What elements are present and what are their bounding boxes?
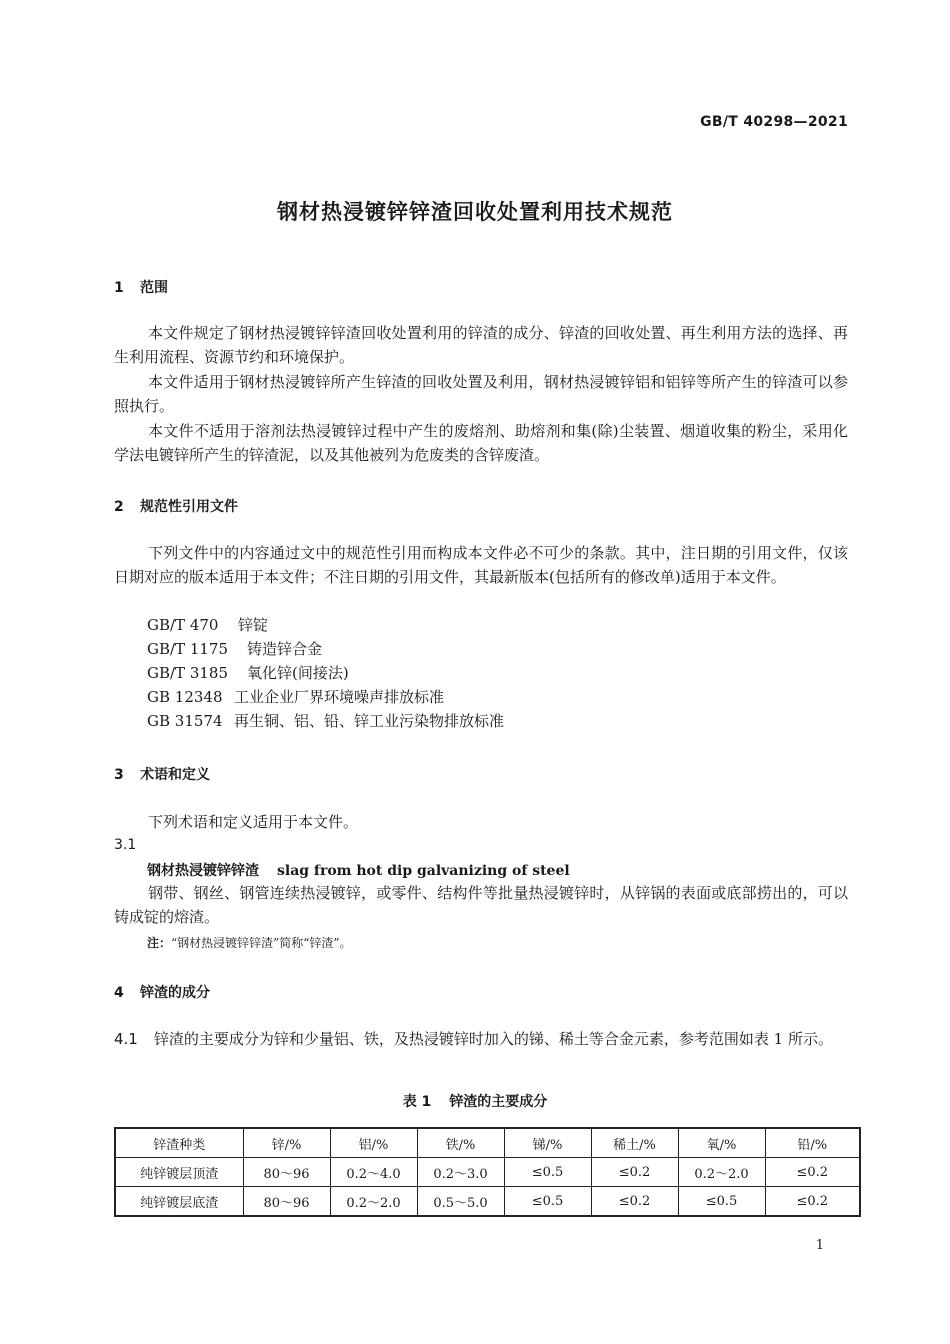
section-number: 3 — [114, 767, 124, 783]
term-chinese: 钢材热浸镀锌锌渣 — [147, 863, 259, 879]
table-header-cell: 氧/% — [678, 1128, 765, 1158]
table-cell: 0.2～2.0 — [330, 1187, 417, 1217]
section-2-heading — [114, 496, 238, 516]
section-3-heading — [114, 764, 210, 784]
reference-item — [147, 661, 349, 685]
table-header-cell: 锌渣种类 — [115, 1128, 243, 1158]
reference-code: GB/T 3185 — [147, 664, 229, 682]
composition-table — [114, 1127, 861, 1217]
table-cell: ≤0.2 — [591, 1158, 678, 1187]
table-cell: ≤0.2 — [765, 1158, 860, 1187]
table-header-row — [115, 1128, 860, 1158]
reference-name: 再生铜、铝、铅、锌工业污染物排放标准 — [234, 712, 505, 730]
section-4-heading — [114, 982, 210, 1002]
section-title: 范围 — [140, 280, 168, 296]
document-title: 钢材热浸镀锌锌渣回收处置利用技术规范 — [277, 200, 673, 224]
section-number: 4 — [114, 985, 124, 1001]
page-number: 1 — [815, 1238, 824, 1253]
table-cell: ≤0.2 — [591, 1187, 678, 1217]
section-title: 术语和定义 — [140, 767, 210, 783]
clause-number: 4.1 — [114, 1030, 138, 1048]
table-cell: 80～96 — [243, 1158, 330, 1187]
section-1-heading — [114, 277, 168, 297]
reference-name: 铸造锌合金 — [247, 640, 323, 658]
table-header-cell: 锑/% — [504, 1128, 591, 1158]
reference-name: 工业企业厂界环境噪声排放标准 — [234, 688, 445, 706]
term-definition: 钢带、钢丝、钢管连续热浸镀锌，或零件、结构件等批量热浸镀锌时，从锌锅的表面或底部捞出的，可以铸成锭的熔渣。 — [114, 884, 848, 926]
table-cell: ≤0.5 — [504, 1158, 591, 1187]
term-number: 3.1 — [114, 837, 137, 853]
scope-paragraph: 本文件不适用于溶剂法热浸镀锌过程中产生的废熔剂、助熔剂和集(除)尘装置、烟道收集的粉尘，采用化学法电镀锌所产生的锌渣泥，以及其他被列为危废类的含锌废渣。 — [114, 422, 848, 464]
reference-code: GB 12348 — [147, 688, 223, 706]
table-cell: 0.2～2.0 — [678, 1158, 765, 1187]
reference-item — [147, 709, 504, 733]
table-header-cell: 铁/% — [417, 1128, 504, 1158]
section-title: 锌渣的成分 — [140, 985, 210, 1001]
table-title: 锌渣的主要成分 — [449, 1094, 548, 1110]
table-cell: ≤0.5 — [678, 1187, 765, 1217]
reference-code: GB 31574 — [147, 712, 223, 730]
table-caption — [0, 1091, 950, 1111]
section-number: 1 — [114, 280, 124, 296]
table-cell: 80～96 — [243, 1187, 330, 1217]
reference-code: GB/T 1175 — [147, 640, 229, 658]
note-label: 注： — [147, 936, 172, 950]
scope-paragraph: 本文件规定了钢材热浸镀锌锌渣回收处置利用的锌渣的成分、锌渣的回收处置、再生利用方法的选择、再生利用流程、资源节约和环境保护。 — [114, 324, 848, 366]
term-entry — [147, 860, 570, 880]
reference-name: 锌锭 — [238, 616, 269, 634]
clause-text: 锌渣的主要成分为锌和少量铝、铁，及热浸镀锌时加入的锑、稀土等合金元素，参考范围如表 1 所示。 — [153, 1030, 833, 1048]
clause-4-1 — [114, 1027, 848, 1051]
table-header-cell: 稀土/% — [591, 1128, 678, 1158]
scope-paragraph: 本文件适用于钢材热浸镀锌所产生锌渣的回收处置及利用，钢材热浸镀锌铝和铝锌等所产生的锌渣可以参照执行。 — [114, 373, 848, 415]
table-cell: ≤0.2 — [765, 1187, 860, 1217]
table-cell: 纯锌镀层顶渣 — [115, 1158, 243, 1187]
term-english: slag from hot dip galvanizing of steel — [277, 863, 570, 879]
terms-intro: 下列术语和定义适用于本文件。 — [148, 813, 359, 831]
table-cell: ≤0.5 — [504, 1187, 591, 1217]
table-header-cell: 铅/% — [765, 1128, 860, 1158]
table-label: 表 1 — [402, 1094, 432, 1110]
reference-item — [147, 637, 322, 661]
reference-item — [147, 685, 444, 709]
table-cell: 0.2～4.0 — [330, 1158, 417, 1187]
table-header-cell: 锌/% — [243, 1128, 330, 1158]
section-number: 2 — [114, 499, 124, 515]
table-cell: 0.5～5.0 — [417, 1187, 504, 1217]
table-row — [115, 1158, 860, 1187]
reference-item — [147, 613, 268, 637]
reference-name: 氧化锌(间接法) — [247, 664, 349, 682]
table-cell: 0.2～3.0 — [417, 1158, 504, 1187]
table-header-cell: 铝/% — [330, 1128, 417, 1158]
reference-code: GB/T 470 — [147, 616, 219, 634]
standard-code: GB/T 40298—2021 — [700, 114, 848, 130]
term-note — [147, 934, 352, 951]
section-title: 规范性引用文件 — [140, 499, 238, 515]
note-text: “钢材热浸镀锌锌渣”简称“锌渣”。 — [171, 936, 352, 950]
table-row — [115, 1187, 860, 1217]
references-intro: 下列文件中的内容通过文中的规范性引用而构成本文件必不可少的条款。其中，注日期的引用文件，仅该日期对应的版本适用于本文件；不注日期的引用文件，其最新版本(包括所有的修改单)适用于本文件。 — [114, 544, 848, 586]
table-cell: 纯锌镀层底渣 — [115, 1187, 243, 1217]
